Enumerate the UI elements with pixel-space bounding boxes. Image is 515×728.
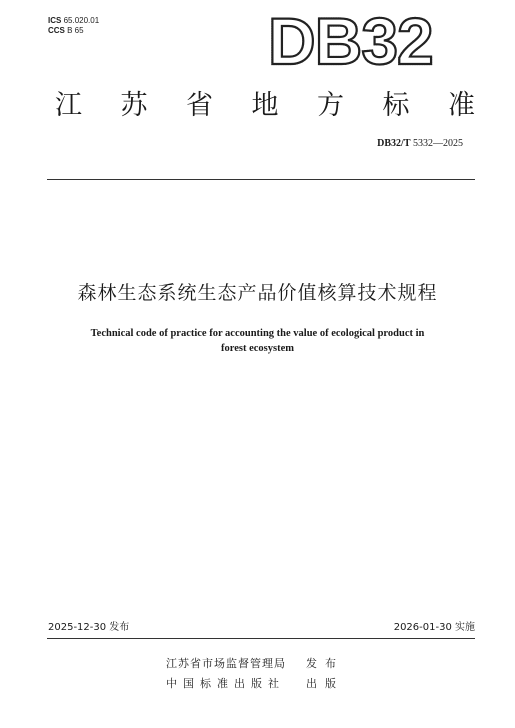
classification-char: 省	[186, 90, 213, 121]
ics-ccs-block	[48, 16, 99, 36]
document-title-cn: 森林生态系统生态产品价值核算技术规程	[77, 282, 438, 304]
standard-code	[377, 138, 463, 150]
standard-code-prefix: DB32/T	[377, 138, 411, 149]
publisher-role: 发布	[306, 657, 344, 670]
ccs-label: CCS	[48, 26, 65, 35]
document-title-en	[0, 326, 515, 356]
implementation-date: 2026-01-30 实施	[393, 622, 475, 633]
standard-code-number: 5332—2025	[413, 138, 463, 149]
publisher-block	[166, 654, 344, 694]
bottom-divider	[47, 638, 475, 639]
ics-value: 65.020.01	[63, 16, 100, 25]
classification-char: 江	[55, 90, 82, 121]
publisher-row	[166, 654, 344, 674]
classification-char: 准	[448, 90, 475, 121]
ccs-value: B 65	[67, 26, 84, 35]
ics-line	[48, 16, 99, 26]
ccs-line	[48, 26, 99, 36]
title-en-line: Technical code of practice for accounting the value of ecological product in	[90, 328, 425, 339]
top-divider	[47, 179, 475, 180]
publisher-name: 中国标准出版社	[166, 677, 285, 690]
classification-char: 方	[317, 90, 344, 121]
standard-classification	[55, 86, 475, 126]
issue-date: 2025-12-30 发布	[48, 622, 130, 633]
db32-logo: DB32	[268, 4, 433, 78]
publisher-name: 江苏省市场监督管理局	[166, 657, 286, 670]
classification-char: 苏	[120, 90, 148, 121]
publisher-role: 出版	[306, 677, 344, 690]
publisher-row	[166, 674, 344, 694]
title-en-line: forest ecosystem	[221, 343, 294, 354]
ics-label: ICS	[48, 16, 62, 25]
classification-char: 标	[382, 90, 410, 121]
classification-char: 地	[251, 90, 279, 121]
